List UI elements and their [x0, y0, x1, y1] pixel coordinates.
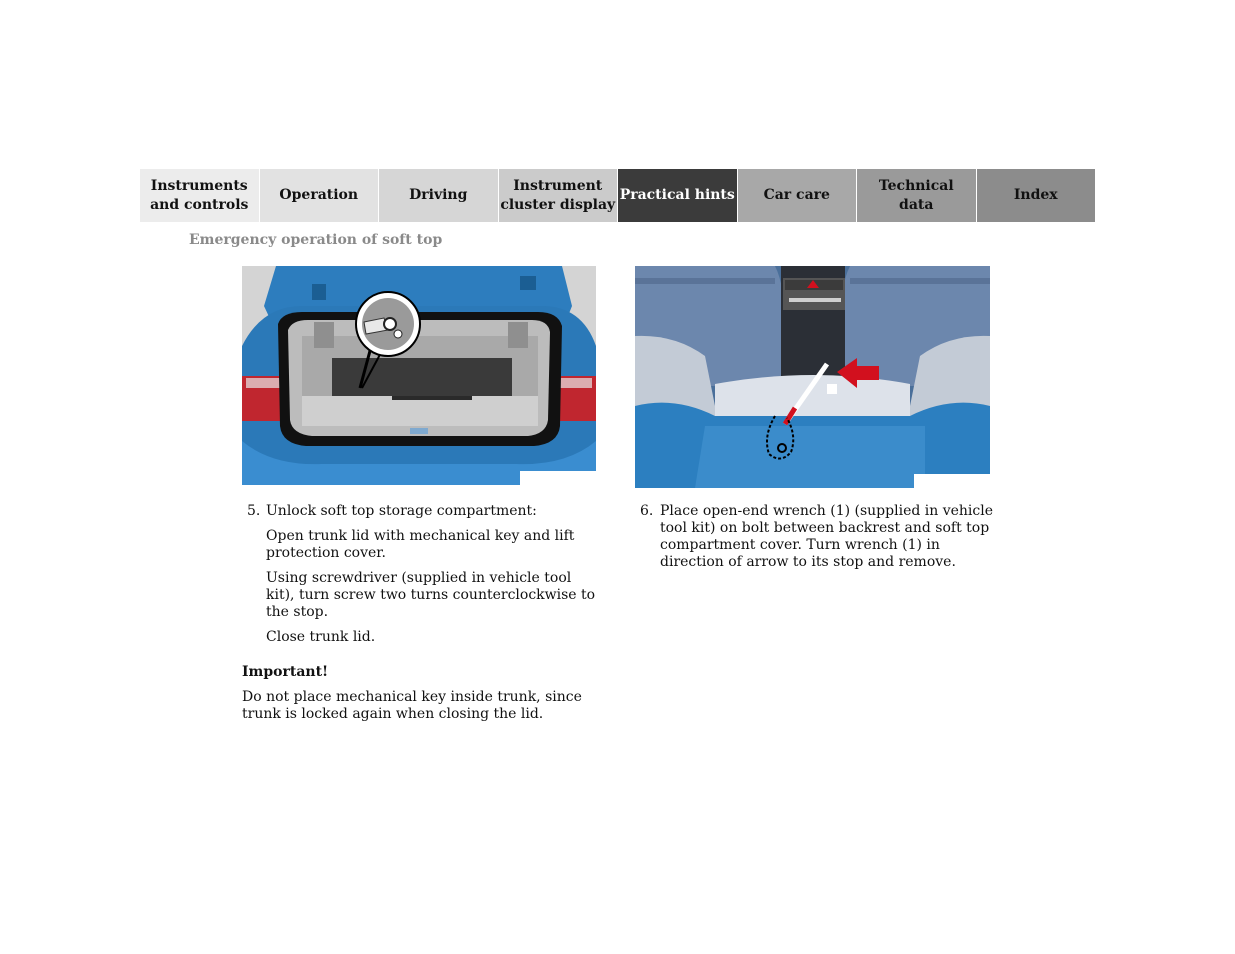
step-text: Unlock soft top storage compartment:: [266, 503, 537, 519]
tab-instruments-and-controls[interactable]: [140, 169, 260, 222]
right-column: [638, 503, 993, 571]
tab-label: Operation: [279, 187, 359, 203]
left-column: [242, 503, 602, 723]
wrench-illustration: [635, 266, 990, 488]
important-text: Do not place mechanical key inside trunk, since trunk is locked again when closing the lid.: [242, 689, 582, 722]
tab-label: Instrument cluster display: [500, 177, 616, 213]
tab-practical-hints[interactable]: [618, 169, 738, 222]
tab-label: Practical hints: [619, 187, 735, 203]
sub-step: Open trunk lid with mechanical key and lift protection cover.: [266, 528, 575, 561]
tab-index[interactable]: [977, 169, 1096, 222]
step-text: Place open-end wrench (1) (supplied in vehicle tool kit) on bolt between backrest and soft top compartment cover. Turn wrench (1) in direction of arrow to its stop and remove.: [660, 503, 993, 570]
tab-label: Driving: [409, 187, 468, 203]
tab-car-care[interactable]: [738, 169, 858, 222]
important-label: Important!: [242, 664, 329, 680]
tab-label: Technical data: [878, 177, 954, 213]
trunk-illustration: [242, 266, 596, 485]
tab-technical-data[interactable]: [857, 169, 977, 222]
tab-instrument-cluster-display[interactable]: [499, 169, 619, 222]
sub-step: Using screwdriver (supplied in vehicle tool kit), turn screw two turns counterclockwise to the stop.: [266, 570, 596, 620]
step-number: 6.: [640, 503, 654, 519]
step-number: 5.: [247, 503, 261, 519]
tab-label: Index: [1013, 187, 1058, 203]
tab-operation[interactable]: [260, 169, 380, 222]
section-nav: [140, 169, 1095, 222]
sub-step: Close trunk lid.: [266, 629, 376, 645]
tab-label: Instruments and controls: [150, 177, 249, 213]
tab-label: Car care: [763, 187, 830, 203]
tab-driving[interactable]: [379, 169, 499, 222]
page-title: Emergency operation of soft top: [189, 232, 443, 248]
step-6: [638, 503, 993, 571]
step-5: [242, 503, 602, 520]
